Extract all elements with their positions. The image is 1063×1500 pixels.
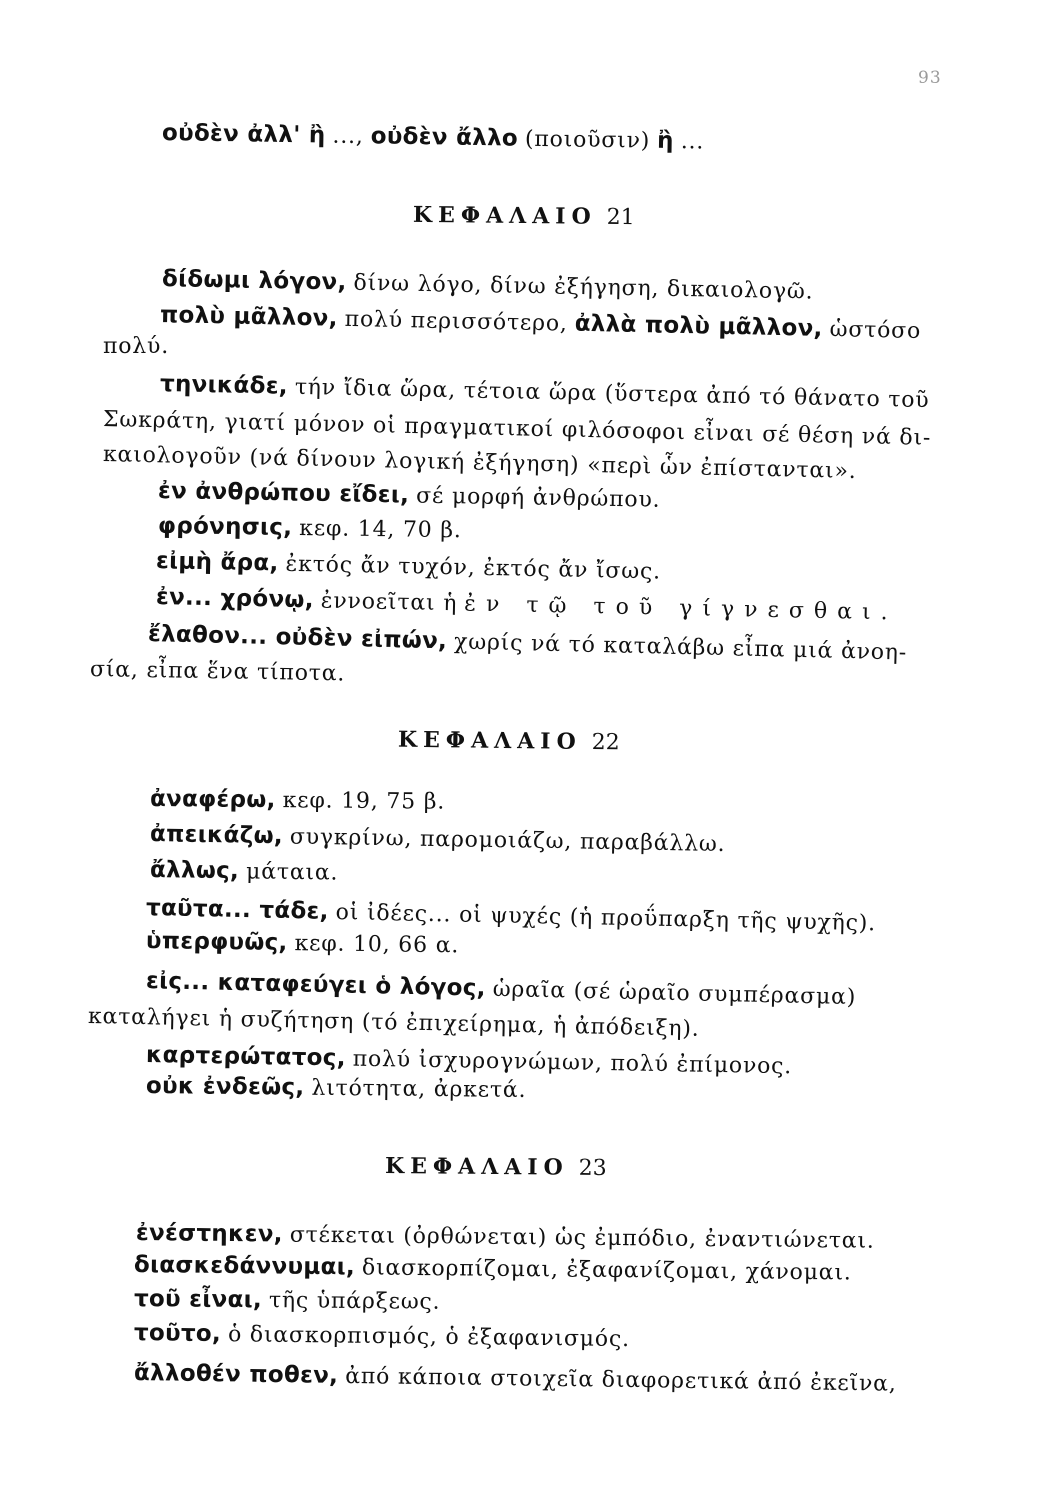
headword: ἀναφέρω, (149, 786, 276, 814)
entry-line (103, 332, 169, 362)
gloss: ἐννοεῖται ἡ (320, 588, 458, 617)
gloss: καιολογοῦν (νά δίνουν λογική ἐξήγηση) «περὶ ὧν ἐπίστανται». (102, 442, 857, 485)
gloss: οἱ ἰδέες... οἱ ψυχές (ἡ προΰπαρξη τῆς ψυχῆς). (335, 899, 877, 937)
headword: ἐν ἀνθρώπου εἴδει, (157, 478, 410, 509)
headword: οὐδὲν ἄλλο (370, 123, 519, 152)
entry-line (158, 511, 462, 546)
gloss: διασκορπίζομαι, ἐξαφανίζομαι, χάνομαι. (361, 1255, 852, 1286)
headword: ἐν... χρόνῳ, (155, 584, 315, 614)
headword: φρόνησις, (157, 513, 293, 541)
gloss: Σωκράτη, γιατί μόνον οἱ πραγματικοί φιλόσοφοι εἶναι σέ θέση νά δι- (102, 407, 932, 451)
entry-line (90, 655, 346, 689)
headword: ἄλλως, (149, 857, 240, 885)
headword: ταῦτα... τάδε, (145, 895, 329, 925)
gloss: πολύ ἰσχυρογνώμων, πολύ ἐπίμονος. (352, 1046, 793, 1080)
headword: εἰμὴ ἄρα, (155, 548, 279, 577)
gloss-spaced: ἐν τῷ τοῦ γίγνεσθαι. (463, 591, 898, 626)
gloss: μάταια. (245, 859, 339, 886)
gloss: καταλήγει ἡ συζήτηση (τό ἐπιχείρημα, ἡ ἀπόδειξη). (87, 1004, 700, 1042)
gloss: (ποιοῦσιν) (524, 126, 651, 154)
chapter-heading-22 (398, 727, 620, 756)
gloss: τήν ἴδια ὥρα, τέτοια ὥρα (ὕστερα ἀπό τό θάνατο τοῦ (294, 374, 930, 414)
headword: δίδωμι λόγον, (161, 266, 347, 296)
gloss: στέκεται (ὀρθώνεται) ὡς ἐμπόδιο, ἐναντιώνεται. (289, 1222, 875, 1254)
gloss: πολύ. (103, 334, 170, 359)
headword: τοῦτο, (133, 1320, 222, 1348)
gloss: κεφ. 10, 66 α. (294, 931, 460, 959)
chapter-title: ΚΕΦΑΛΑΙΟ (397, 726, 582, 755)
headword: πολὺ μᾶλλον, (159, 302, 338, 332)
headword: ὑπερφυῶς, (145, 928, 288, 956)
headword: ἀλλὰ πολὺ μᾶλλον, (574, 310, 823, 342)
gloss: ἐκτός ἄν τυχόν, ἐκτός ἄν ἴσως. (285, 551, 662, 585)
entry-line (158, 476, 661, 516)
gloss: σία, εἶπα ἕνα τίποτα. (89, 657, 346, 687)
gloss: συγκρίνω, παρομοιάζω, παραβάλλω. (289, 824, 726, 858)
gloss: τῆς ὑπάρξεως. (268, 1288, 441, 1315)
gloss: χωρίς νά τό καταλάβω εἶπα μιά ἀνοη- (453, 629, 908, 666)
entry-line (146, 926, 460, 961)
headword: τηνικάδε, (159, 371, 289, 400)
headword: εἰς... καταφεύγει ὁ λόγος, (145, 968, 487, 1002)
gloss: κεφ. 14, 70 β. (299, 515, 462, 544)
gloss: ..., (332, 123, 364, 150)
headword: καρτερώτατος, (145, 1042, 346, 1072)
headword: ἀπεικάζω, (149, 821, 284, 850)
headword: διασκεδάννυμαι, (133, 1252, 356, 1281)
entry-line (134, 1284, 441, 1318)
headword: ἢ (656, 127, 675, 155)
gloss: ὁ διασκορπισμός, ὁ ἐξαφανισμός. (227, 1322, 630, 1353)
entry-line (146, 1071, 527, 1106)
chapter-number: 23 (578, 1155, 607, 1181)
gloss: ὡραῖα (σέ ὡραῖο συμπέρασμα) (492, 976, 857, 1011)
chapter-heading-21 (413, 202, 635, 230)
headword: ἐνέστηκεν, (135, 1220, 283, 1248)
gloss: ... (680, 129, 705, 155)
gloss: ἀπό κάποια στοιχεῖα διαφορετικά ἀπό ἐκεῖνα, (345, 1363, 897, 1397)
chapter-title: ΚΕΦΑΛΑΙΟ (384, 1153, 569, 1181)
chapter-heading-23 (385, 1153, 607, 1181)
entry-line (162, 264, 814, 308)
entry-line (88, 1002, 700, 1045)
headword: ἔλαθον... οὐδὲν εἰπών, (147, 621, 448, 655)
headword: οὐδὲν ἀλλ' ἢ (161, 120, 326, 149)
gloss: σέ μορφή ἀνθρώπου. (415, 483, 661, 513)
headword: οὐκ ἐνδεῶς, (145, 1073, 305, 1101)
gloss: κεφ. 19, 75 β. (282, 788, 446, 815)
gloss: λιτότητα, ἀρκετά. (311, 1075, 527, 1103)
chapter-title: ΚΕΦΑΛΑΙΟ (412, 201, 597, 230)
chapter-number: 22 (591, 730, 620, 756)
entry-line (134, 1250, 852, 1289)
headword: ἄλλοθέν ποθεν, (133, 1360, 339, 1389)
headword: τοῦ εἶναι, (133, 1286, 263, 1314)
gloss: πολύ περισσότερο, (344, 306, 568, 337)
entry-line (162, 118, 705, 158)
entry-line (150, 855, 339, 889)
chapter-number: 21 (606, 204, 635, 231)
gloss: ὡστόσο (829, 317, 922, 344)
page-number: 93 (918, 68, 942, 88)
entry-line (156, 546, 662, 588)
gloss: δίνω λόγο, δίνω ἐξήγηση, δικαιολογῶ. (353, 270, 814, 305)
entry-line (150, 784, 445, 818)
entry-line (150, 819, 726, 860)
entry-line (134, 1358, 897, 1400)
entry-line (134, 1318, 630, 1355)
